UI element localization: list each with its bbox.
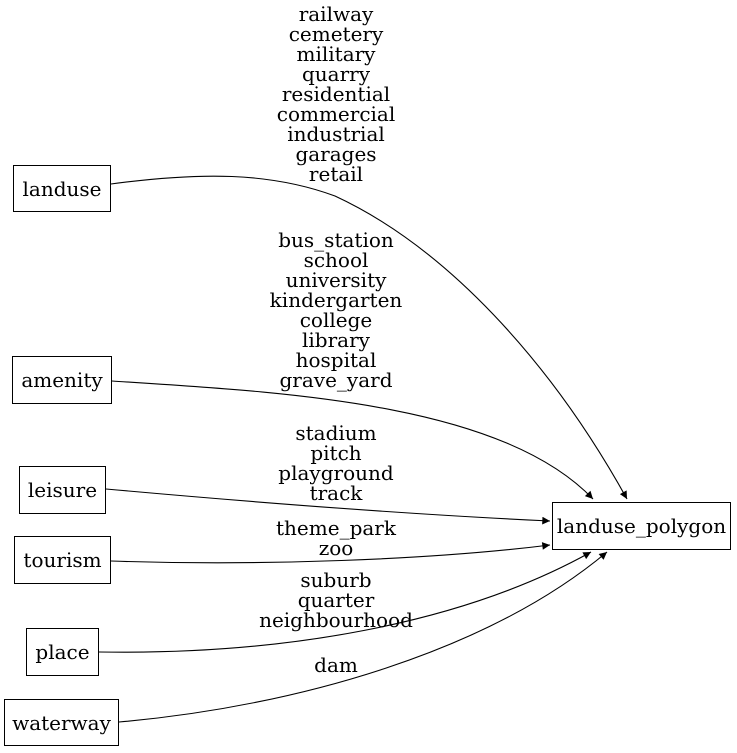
edge-label-line: pitch	[310, 441, 362, 465]
edge-label-line: residential	[281, 82, 391, 106]
edge-label-line: college	[299, 308, 373, 332]
node-waterway	[4, 699, 119, 746]
edge-label-place	[206, 570, 466, 630]
node-amenity	[12, 356, 112, 404]
edge-label-line: bus_station	[278, 228, 394, 252]
node-tourism-label: tourism	[23, 548, 102, 572]
edge-label-amenity	[206, 230, 466, 390]
edge-label-line: commercial	[276, 102, 396, 126]
node-landuse-polygon-label: landuse_polygon	[556, 514, 727, 538]
edge-label-line: industrial	[287, 122, 385, 146]
node-place	[26, 628, 99, 676]
edge-label-line: university	[285, 268, 387, 292]
edge-label-landuse	[206, 4, 466, 184]
edge-label-line: military	[296, 42, 376, 66]
edge-label-line: railway	[298, 2, 374, 26]
edge-label-line: retail	[308, 162, 364, 186]
edge-label-line: theme_park	[276, 516, 396, 540]
edge-label-line: garages	[295, 142, 377, 166]
edge-label-line: grave_yard	[279, 368, 393, 392]
edge-label-line: zoo	[318, 536, 354, 560]
edge-label-waterway	[206, 655, 466, 675]
node-amenity-label: amenity	[21, 368, 103, 392]
edge-label-line: library	[302, 328, 370, 352]
node-leisure	[19, 466, 106, 514]
node-landuse	[13, 165, 111, 212]
edge-label-line: quarter	[297, 588, 375, 612]
edge-label-line: suburb	[300, 568, 372, 592]
edge-label-line: dam	[314, 653, 358, 677]
node-leisure-label: leisure	[27, 478, 98, 502]
edge-label-line: school	[303, 248, 369, 272]
node-waterway-label: waterway	[12, 710, 111, 735]
edge-label-tourism	[206, 518, 466, 558]
edge-label-line: neighbourhood	[259, 608, 413, 632]
node-landuse-label: landuse	[22, 176, 102, 201]
edge-label-line: stadium	[295, 421, 377, 445]
edge-label-line: cemetery	[288, 22, 384, 46]
node-tourism	[14, 536, 111, 584]
node-place-label: place	[35, 640, 90, 664]
edge-label-line: track	[309, 481, 363, 505]
edge-label-line: playground	[278, 461, 394, 485]
edge-label-line: quarry	[301, 62, 371, 86]
edge-label-leisure	[206, 423, 466, 503]
edge-label-line: hospital	[295, 348, 377, 372]
node-landuse-polygon	[552, 502, 731, 550]
edge-label-line: kindergarten	[269, 288, 403, 312]
